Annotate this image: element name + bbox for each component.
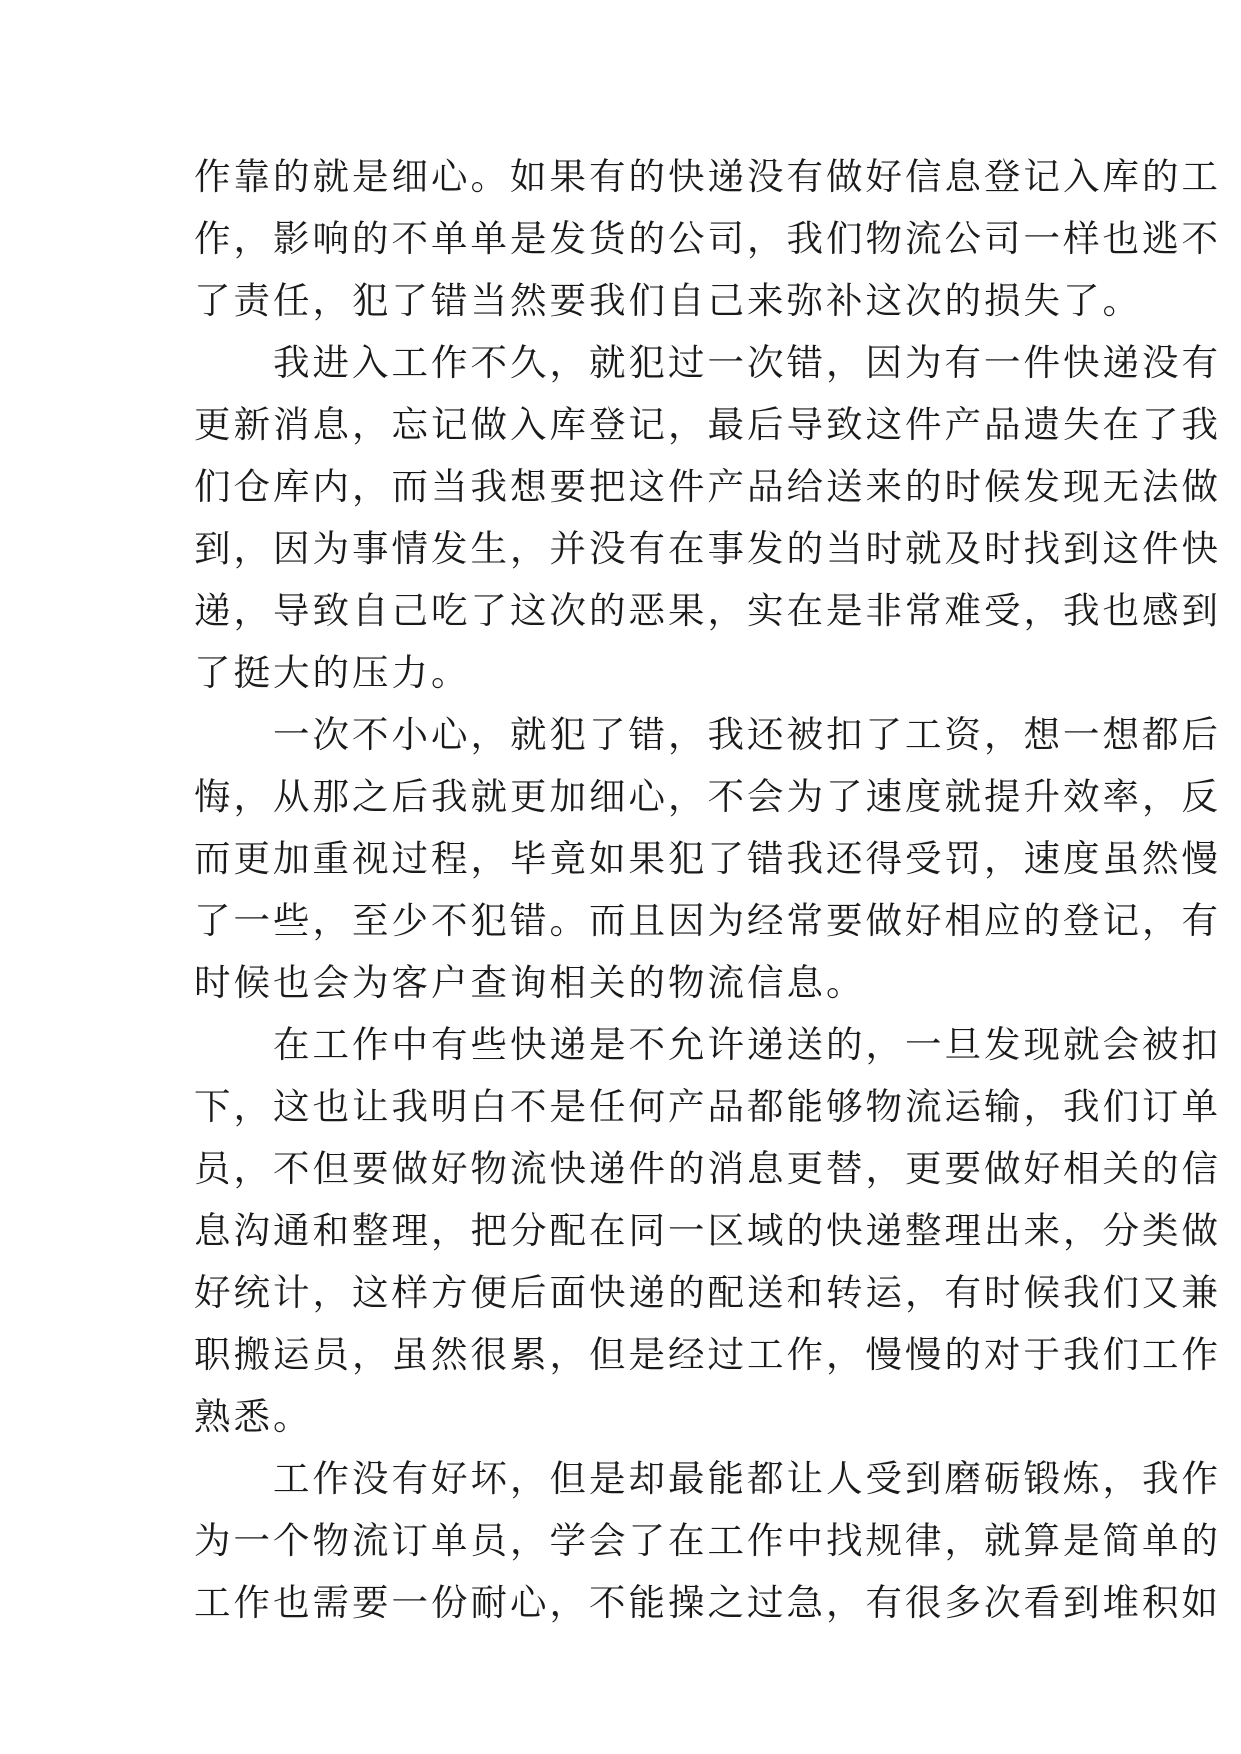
- body-text: [194, 146, 1221, 1634]
- text-line: 了一些，至少不犯错。而且因为经常要做好相应的登记，有: [194, 899, 1221, 942]
- text-line: 一次不小心，就犯了错，我还被扣了工资，想一想都后: [194, 713, 1221, 756]
- text-line: 更新消息，忘记做入库登记，最后导致这件产品遗失在了我: [194, 403, 1221, 446]
- text-line: 下，这也让我明白不是任何产品都能够物流运输，我们订单: [194, 1085, 1221, 1128]
- text-line: 们仓库内，而当我想要把这件产品给送来的时候发现无法做: [194, 465, 1221, 508]
- text-line: 作靠的就是细心。如果有的快递没有做好信息登记入库的工: [194, 155, 1221, 198]
- text-line: 工作没有好坏，但是却最能都让人受到磨砺锻炼，我作: [194, 1457, 1221, 1500]
- text-line: 递，导致自己吃了这次的恶果，实在是非常难受，我也感到: [194, 589, 1221, 632]
- text-line: 我进入工作不久，就犯过一次错，因为有一件快递没有: [194, 341, 1221, 384]
- text-line: 职搬运员，虽然很累，但是经过工作，慢慢的对于我们工作: [194, 1333, 1221, 1376]
- text-line: 到，因为事情发生，并没有在事发的当时就及时找到这件快: [194, 527, 1221, 570]
- text-line: 为一个物流订单员，学会了在工作中找规律，就算是简单的: [194, 1519, 1221, 1562]
- text-line: 作，影响的不单单是发货的公司，我们物流公司一样也逃不: [194, 217, 1221, 260]
- text-line: 在工作中有些快递是不允许递送的，一旦发现就会被扣: [194, 1023, 1221, 1066]
- text-line: 员，不但要做好物流快递件的消息更替，更要做好相关的信: [194, 1147, 1221, 1190]
- text-line: 息沟通和整理，把分配在同一区域的快递整理出来，分类做: [194, 1209, 1221, 1252]
- text-line: 工作也需要一份耐心，不能操之过急，有很多次看到堆积如: [194, 1581, 1221, 1624]
- text-line: 时候也会为客户查询相关的物流信息。: [194, 961, 866, 1004]
- text-line: 好统计，这样方便后面快递的配送和转运，有时候我们又兼: [194, 1271, 1221, 1314]
- text-line: 熟悉。: [194, 1395, 313, 1438]
- text-line: 了责任，犯了错当然要我们自己来弥补这次的损失了。: [194, 279, 1142, 322]
- text-line: 了挺大的压力。: [194, 651, 471, 694]
- text-line: 悔，从那之后我就更加细心，不会为了速度就提升效率，反: [194, 775, 1221, 818]
- text-line: 而更加重视过程，毕竟如果犯了错我还得受罚，速度虽然慢: [194, 837, 1221, 880]
